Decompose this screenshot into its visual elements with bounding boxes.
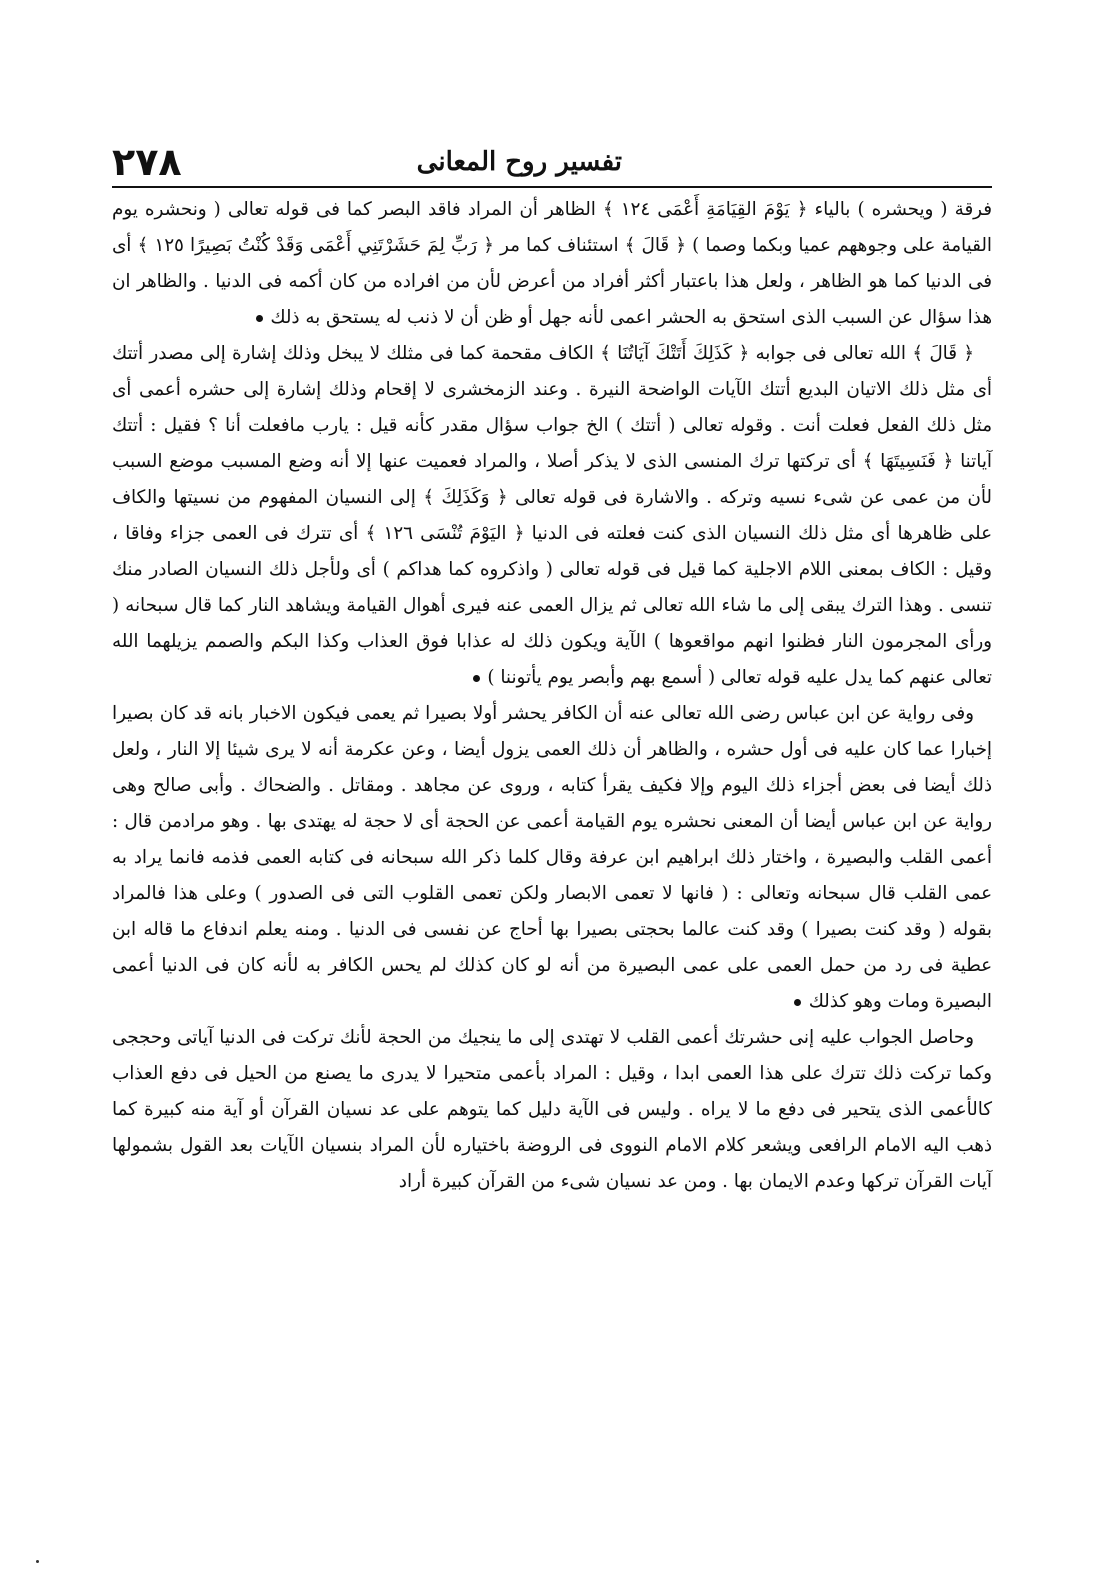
paragraph-4 xyxy=(112,1020,992,1200)
paragraph-end-mark xyxy=(794,999,801,1006)
paragraph-end-mark xyxy=(473,675,480,682)
scan-speck xyxy=(36,1560,39,1563)
running-title: تفسير روح المعانى xyxy=(416,147,622,177)
paragraph-2-text: ﴿ قَالَ ﴾ الله تعالى فى جوابه ﴿ كَذَلِكَ أَتَتْكَ آيَاتُنَا ﴾ الكاف مقحمة كما فى مثلك لا يبخل وذلك إشارة إلى مصدر أتتك أى مثل ذلك الاتيان البديع أتتك الآيات الواضحة النيرة . وعند الزمخشرى لا إقحام وذلك إشارة إلى حشره أعمى أى مثل ذلك الفعل فعلت أنت . وقوله تعالى ( أتتك ) الخ جواب سؤال مقدر كأنه قيل : يارب مافعلت أنا ؟ فقيل : أتتك آياتنا ﴿ فَنَسِيتَهَا ﴾ أى تركتها ترك المنسى الذى لا يذكر أصلا ، والمراد فعميت عنها إلا أنه وضع المسبب موضع السبب لأن من عمى عن شىء نسيه وتركه . والاشارة فى قوله تعالى ﴿ وَكَذَلِكَ ﴾ إلى النسيان المفهوم من نسيتها والكاف على ظاهرها أى مثل ذلك النسيان الذى كنت فعلته فى الدنيا ﴿ اليَوْمَ تُنْسَى ١٢٦ ﴾ أى تترك فى العمى جزاء وفاقا ، وقيل : الكاف بمعنى اللام الاجلية كما قيل فى قوله تعالى ( واذكروه كما هداكم ) أى ولأجل ذلك النسيان الصادر منك تنسى . وهذا الترك يبقى إلى ما شاء الله تعالى ثم يزال العمى عنه فيرى أهوال القيامة ويشاهد النار كما قال سبحانه ( ورأى المجرمون النار فظنوا انهم مواقعوها ) الآية ويكون ذلك له عذابا فوق العذاب وكذا البكم والصمم يزيلهما الله تعالى عنهم كما يدل عليه قوله تعالى ( أسمع بهم وأبصر يوم يأتوننا ) xyxy=(112,343,992,688)
paragraph-3 xyxy=(112,696,992,1020)
paragraph-2 xyxy=(112,336,992,696)
paragraph-1-text: فرقة ( ويحشره ) بالياء ﴿ يَوْمَ القِيَامَةِ أَعْمَى ١٢٤ ﴾ الظاهر أن المراد فاقد البصر كما فى قوله تعالى ( ونحشره يوم القيامة على وجوههم عميا وبكما وصما ) ﴿ قَالَ ﴾ استئناف كما مر ﴿ رَبِّ لِمَ حَشَرْتَنِي أَعْمَى وَقَدْ كُنْتُ بَصِيرًا ١٢٥ ﴾ أى فى الدنيا كما هو الظاهر ، ولعل هذا باعتبار أكثر أفراد من أعرض لأن من افراده من كان أكمه فى الدنيا . والظاهر ان هذا سؤال عن السبب الذى استحق به الحشر اعمى لأنه جهل أو ظن أن لا ذنب له يستحق به ذلك xyxy=(112,199,993,328)
paragraph-end-mark xyxy=(256,315,263,322)
paragraph-3-text: وفى رواية عن ابن عباس رضى الله تعالى عنه أن الكافر يحشر أولا بصيرا ثم يعمى فيكون الاخبار بانه قد كان بصيرا إخبارا عما كان عليه فى أول حشره ، والظاهر أن ذلك العمى يزول أيضا ، وعن عكرمة أنه لا يرى شيئا إلا النار ، ولعل ذلك أيضا فى بعض أجزاء ذلك اليوم وإلا فكيف يقرأ كتابه ، وروى عن مجاهد . ومقاتل . والضحاك . وأبى صالح وهى رواية عن ابن عباس أيضا أن المعنى نحشره يوم القيامة أعمى عن الحجة أى لا حجة له يهتدى بها . وهو مرادمن قال : أعمى القلب والبصيرة ، واختار ذلك ابراهيم ابن عرفة وقال كلما ذكر الله سبحانه فى كتابه العمى فذمه فانما يراد به عمى القلب قال سبحانه وتعالى : ( فانها لا تعمى الابصار ولكن تعمى القلوب التى فى الصدور ) وعلى هذا فالمراد بقوله ( وقد كنت بصيرا ) وقد كنت عالما بحجتى بصيرا بها أحاج عن نفسى فى الدنيا . ومنه يعلم اندفاع ما قاله ابن عطية فى رد من حمل العمى على عمى البصيرة من أنه لو كان كذلك لم يحس الكافر به لأنه كان فى الدنيا أعمى البصيرة ومات وهو كذلك xyxy=(112,703,992,1012)
paragraph-4-text: وحاصل الجواب عليه إنى حشرتك أعمى القلب لا تهتدى إلى ما ينجيك من الحجة لأنك تركت فى الدنيا آياتى وحججى وكما تركت ذلك تترك على هذا العمى ابدا ، وقيل : المراد بأعمى متحيرا لا يدرى ما يصنع من الحيل فى دفع العذاب كالأعمى الذى يتحير فى دفع ما لا يراه . وليس فى الآية دليل كما يتوهم على عد نسيان القرآن أو آية منه كبيرة كما ذهب اليه الامام الرافعى ويشعر كلام الامام النووى فى الروضة باختياره لأن المراد بنسيان الآيات بعد القول بشمولها آيات القرآن تركها وعدم الايمان بها . ومن عد نسيان شىء من القرآن كبيرة أراد xyxy=(112,1027,992,1192)
paragraph-1 xyxy=(112,192,992,336)
book-page xyxy=(112,140,992,1540)
page-header xyxy=(112,140,992,188)
page-number: ٢٧٨ xyxy=(112,140,182,184)
page-body xyxy=(112,188,992,1200)
